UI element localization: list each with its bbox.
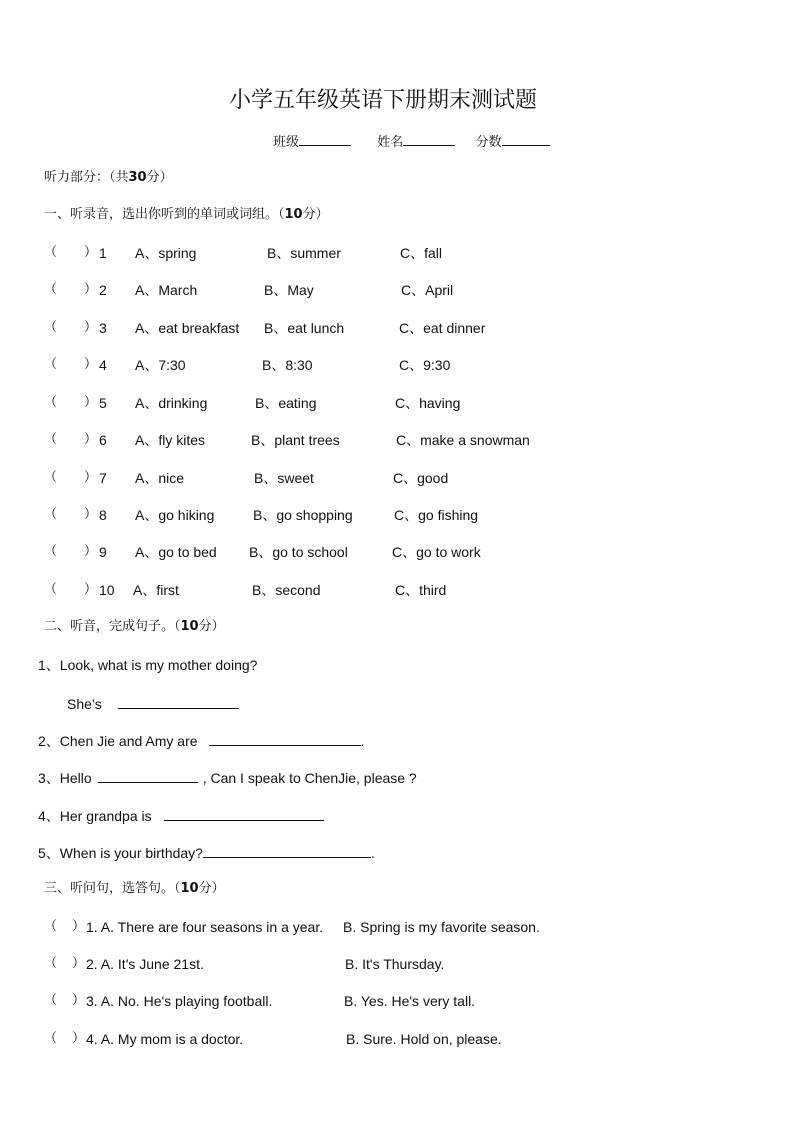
option-b: B、May xyxy=(264,282,314,298)
option-a: 1. A. There are four seasons in a year. xyxy=(86,919,324,935)
option-a: A、March xyxy=(135,282,198,298)
part1-heading-prefix: 一、听录音，选出你听到的单词或词组。（ xyxy=(44,207,285,222)
option-a: A、spring xyxy=(135,245,197,261)
answer-paren[interactable]: （ xyxy=(44,1031,58,1046)
option-a: A、eat breakfast xyxy=(135,320,240,336)
option-c: C、9:30 xyxy=(399,357,451,373)
option-b: B. Sure. Hold on, please. xyxy=(346,1031,502,1047)
question-number: 10 xyxy=(99,582,115,598)
list-item xyxy=(44,992,764,1010)
option-c: C、third xyxy=(395,582,447,598)
answer-paren-close: ） xyxy=(84,320,98,335)
option-b: B、8:30 xyxy=(262,357,313,373)
option-a: A、fly kites xyxy=(135,432,206,448)
option-a: A、nice xyxy=(135,470,185,486)
answer-paren[interactable]: （ xyxy=(44,320,58,335)
answer-paren[interactable]: （ xyxy=(44,357,58,372)
sentence-4-text: 4、Her grandpa is xyxy=(38,808,152,824)
sentence-5-text: 5、When is your birthday? xyxy=(38,845,203,861)
answer-paren-close: ） xyxy=(84,395,98,410)
answer-paren-close: ） xyxy=(84,507,98,522)
answer-paren[interactable]: （ xyxy=(44,395,58,410)
sentence-1: 1、Look, what is my mother doing? xyxy=(38,657,258,673)
listening-heading xyxy=(44,169,173,187)
list-item xyxy=(44,918,764,936)
answer-paren-close: ） xyxy=(84,470,98,485)
sentence-4 xyxy=(38,806,324,825)
question-number: 4 xyxy=(99,357,107,373)
name-label: 姓名 xyxy=(377,135,404,150)
answer-paren[interactable]: （ xyxy=(44,544,58,559)
option-a: A、drinking xyxy=(135,395,208,411)
list-item xyxy=(44,244,764,262)
list-item xyxy=(44,394,764,412)
option-a: A、first xyxy=(133,582,179,598)
question-number: 3 xyxy=(99,320,107,336)
part2-heading-points: 10 xyxy=(180,619,199,634)
answer-paren-close: ） xyxy=(84,245,98,260)
class-blank[interactable] xyxy=(299,131,351,146)
sentence-3-rest: , Can I speak to ChenJie, please ? xyxy=(202,770,417,786)
option-b: B、sweet xyxy=(254,470,314,486)
question-number: 9 xyxy=(99,544,107,560)
sentence-2 xyxy=(38,731,364,750)
listening-heading-suffix: 分） xyxy=(146,170,173,185)
answer-paren-close: ） xyxy=(84,282,98,297)
option-b: B、eat lunch xyxy=(264,320,345,336)
answer-paren[interactable]: （ xyxy=(44,470,58,485)
answer-paren[interactable]: （ xyxy=(44,582,58,597)
list-item xyxy=(44,319,764,337)
option-b: B、summer xyxy=(267,245,341,261)
option-c: C、go to work xyxy=(392,544,481,560)
answer-paren-close: ） xyxy=(72,993,86,1008)
answer-paren[interactable]: （ xyxy=(44,432,58,447)
listening-heading-points: 30 xyxy=(128,170,147,185)
option-b: B、second xyxy=(252,582,321,598)
part3-heading-prefix: 三、听问句，选答句。（ xyxy=(44,881,181,896)
question-number: 1 xyxy=(99,245,107,261)
option-c: C、eat dinner xyxy=(399,320,486,336)
answer-blank[interactable] xyxy=(118,694,239,709)
answer-blank[interactable] xyxy=(98,768,198,783)
answer-paren[interactable]: （ xyxy=(44,993,58,1008)
answer-blank[interactable] xyxy=(164,806,324,821)
question-number: 5 xyxy=(99,395,107,411)
option-b: B. Yes. He's very tall. xyxy=(344,993,476,1009)
sentence-1-answer xyxy=(67,694,239,713)
question-number: 7 xyxy=(99,470,107,486)
option-c: C、good xyxy=(393,470,449,486)
option-a: 3. A. No. He's playing football. xyxy=(86,993,273,1009)
sentence-5 xyxy=(38,843,375,862)
answer-paren[interactable]: （ xyxy=(44,282,58,297)
part2-heading xyxy=(44,618,225,636)
option-c: C、make a snowman xyxy=(396,432,530,448)
score-blank[interactable] xyxy=(502,131,550,146)
name-blank[interactable] xyxy=(403,131,455,146)
listening-heading-prefix: 听力部分：（共 xyxy=(44,170,129,185)
sentence-5-end: . xyxy=(370,845,375,861)
answer-paren[interactable]: （ xyxy=(44,507,58,522)
option-b: B. Spring is my favorite season. xyxy=(343,919,540,935)
question-number: 6 xyxy=(99,432,107,448)
option-a: A、go to bed xyxy=(135,544,217,560)
option-b: B、eating xyxy=(255,395,317,411)
list-item xyxy=(44,281,764,299)
score-label: 分数 xyxy=(475,135,502,150)
list-item xyxy=(44,543,764,561)
option-b: B、go shopping xyxy=(253,507,353,523)
part1-heading-suffix: 分） xyxy=(302,207,329,222)
list-item xyxy=(44,1030,764,1048)
answer-paren-close: ） xyxy=(84,357,98,372)
option-a: A、7:30 xyxy=(135,357,186,373)
option-a: 2. A. It's June 21st. xyxy=(86,956,204,972)
option-a: 4. A. My mom is a doctor. xyxy=(86,1031,244,1047)
question-number: 8 xyxy=(99,507,107,523)
part3-heading-points: 10 xyxy=(180,881,199,896)
question-number: 2 xyxy=(99,282,107,298)
list-item xyxy=(44,955,764,973)
answer-blank[interactable] xyxy=(209,731,361,746)
part1-heading xyxy=(44,206,329,224)
answer-paren-close: ） xyxy=(84,582,98,597)
option-b: B、plant trees xyxy=(251,432,340,448)
part2-heading-suffix: 分） xyxy=(198,619,225,634)
option-c: C、go fishing xyxy=(394,507,479,523)
sentence-3-text: 3、Hello xyxy=(38,770,92,786)
answer-paren-close: ） xyxy=(72,956,86,971)
option-b: B. It's Thursday. xyxy=(345,956,445,972)
answer-paren-close: ） xyxy=(72,1031,86,1046)
option-c: C、April xyxy=(401,282,454,298)
list-item xyxy=(44,581,764,599)
sentence-2-text: 2、Chen Jie and Amy are xyxy=(38,733,198,749)
sentence-3 xyxy=(38,768,417,787)
answer-paren-close: ） xyxy=(84,432,98,447)
answer-paren-close: ） xyxy=(72,919,86,934)
list-item xyxy=(44,431,764,449)
part3-heading-suffix: 分） xyxy=(198,881,225,896)
class-label: 班级 xyxy=(273,135,300,150)
option-c: C、having xyxy=(395,395,461,411)
part3-heading xyxy=(44,880,225,898)
part1-heading-points: 10 xyxy=(284,207,303,222)
list-item xyxy=(44,506,764,524)
list-item xyxy=(44,356,764,374)
answer-blank[interactable] xyxy=(203,843,371,858)
answer-paren[interactable]: （ xyxy=(44,919,58,934)
sentence-1-prefix: She’s xyxy=(67,696,102,712)
option-c: C、fall xyxy=(400,245,443,261)
part2-heading-prefix: 二、听音，完成句子。（ xyxy=(44,619,181,634)
answer-paren-close: ） xyxy=(84,544,98,559)
option-b: B、go to school xyxy=(249,544,348,560)
list-item xyxy=(44,469,764,487)
student-info xyxy=(273,131,550,152)
option-a: A、go hiking xyxy=(135,507,215,523)
answer-paren[interactable]: （ xyxy=(44,956,58,971)
sentence-2-end: . xyxy=(360,733,365,749)
page-title: 小学五年级英语下册期末测试题 xyxy=(229,88,538,113)
answer-paren[interactable]: （ xyxy=(44,245,58,260)
